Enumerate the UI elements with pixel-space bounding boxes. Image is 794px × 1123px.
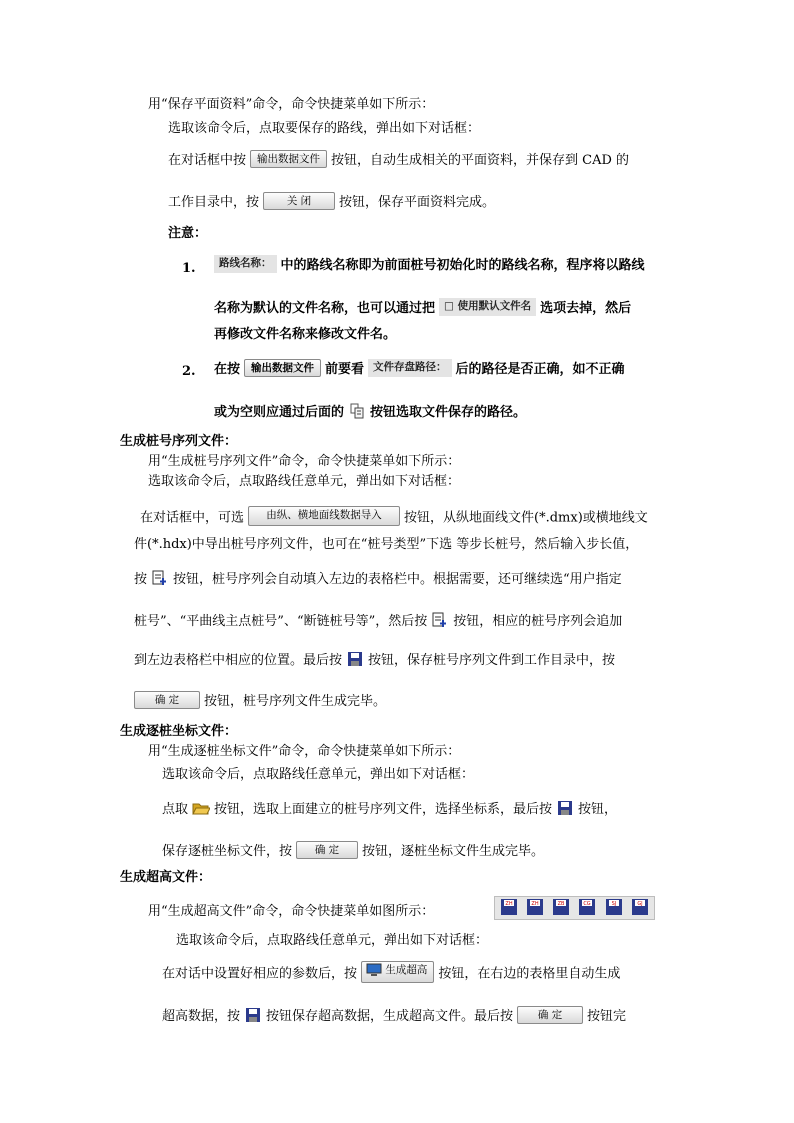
note1-line2: 名称为默认的文件名称，也可以通过把 □ 使用默认文件名 选项去掉，然后 xyxy=(214,299,632,316)
save-disk-icon[interactable] xyxy=(244,1006,262,1024)
ss-line3: 在对话框中，可选 由纵、横地面线数据导入 按钮，从纵地面线文件(*.dmx)或横地线文 xyxy=(140,508,648,529)
ss-line8: 确 定 按钮，桩号序列文件生成完毕。 xyxy=(134,692,386,712)
note2-line2: 或为空则应通过后面的 按钮选取文件保存的路径。 xyxy=(214,403,526,423)
sj-disk-icon[interactable] xyxy=(604,898,624,916)
save-disk-icon[interactable] xyxy=(346,650,364,668)
save-disk-icon[interactable] xyxy=(556,799,574,817)
generate-superelevation-button[interactable]: 生成超高 xyxy=(361,961,434,983)
ss-line1: 用“生成桩号序列文件”命令，命令快捷菜单如下所示： xyxy=(148,454,461,469)
note1-line1: 路线名称： 中的路线名称即为前面桩号初始化时的路线名称，程序将以路线 xyxy=(214,256,645,276)
zb-disk-icon[interactable] xyxy=(551,898,571,916)
co-line2: 选取该命令后，点取路线任意单元，弹出如下对话框： xyxy=(162,767,475,782)
ok-button[interactable]: 确 定 xyxy=(134,691,200,709)
su-line2: 选取该命令后，点取路线任意单元，弹出如下对话框： xyxy=(176,933,489,948)
note-title: 注意： xyxy=(168,226,208,241)
ss-line6: 桩号”、“平曲线主点桩号”、“断链桩号等”，然后按 按钮，相应的桩号序列会追加 xyxy=(134,612,622,632)
coord-heading: 生成逐桩坐标文件： xyxy=(120,724,238,739)
su-line4: 超高数据，按 按钮保存超高数据，生成超高文件。最后按 确 定 按钮完 xyxy=(162,1007,626,1027)
su-line3: 在对话中设置好相应的参数后，按 生成超高 按钮，在右边的表格里自动生成 xyxy=(162,963,620,985)
browse-folder-icon[interactable] xyxy=(348,402,366,420)
sp-line2: 选取该命令后，点取要保存的路线，弹出如下对话框： xyxy=(168,121,481,136)
ss-line2: 选取该命令后，点取路线任意单元，弹出如下对话框： xyxy=(148,474,461,489)
svg-text:GJ: GJ xyxy=(637,901,643,907)
ss-line5: 按 按钮，桩号序列会自动填入左边的表格栏中。根据需要，还可继续选“用户指定 xyxy=(134,570,622,590)
zh-disk-icon[interactable] xyxy=(499,898,519,916)
co-line3: 点取 按钮，选取上面建立的桩号序列文件，选择坐标系，最后按 按钮， xyxy=(162,800,617,820)
ok-button[interactable]: 确 定 xyxy=(517,1006,583,1024)
monitor-icon xyxy=(366,963,382,977)
export-data-file-button-ref[interactable]: 输出数据文件 xyxy=(244,359,321,377)
co-line4: 保存逐桩坐标文件，按 确 定 按钮，逐桩坐标文件生成完毕。 xyxy=(162,842,544,862)
append-stake-icon[interactable] xyxy=(431,611,449,629)
sp-line1: 用“保存平面资料”命令，命令快捷菜单如下所示： xyxy=(148,97,435,112)
sp-line4: 工作目录中，按 关 闭 按钮，保存平面资料完成。 xyxy=(168,193,495,213)
use-default-filename-checkbox[interactable]: □ 使用默认文件名 xyxy=(439,298,536,316)
route-name-label: 路线名称： xyxy=(214,255,277,273)
note1-line3: 再修改文件名称来修改文件名。 xyxy=(214,327,397,342)
svg-text:ZH: ZH xyxy=(505,901,513,907)
ok-button[interactable]: 确 定 xyxy=(296,841,358,859)
svg-text:ZH: ZH xyxy=(531,901,539,907)
sp-line3: 在对话框中按 输出数据文件 按钮，自动生成相关的平面资料，并保存到 CAD 的 xyxy=(168,151,629,171)
svg-text:CG: CG xyxy=(583,901,592,907)
open-folder-icon[interactable] xyxy=(192,799,210,817)
ss-line4: 件(*.hdx)中导出桩号序列文件，也可在“桩号类型”下选 等步长桩号，然后输入步长值， xyxy=(134,537,639,552)
save-path-label: 文件存盘路径： xyxy=(368,359,452,377)
svg-text:SJ: SJ xyxy=(611,901,616,907)
close-button[interactable]: 关 闭 xyxy=(263,192,335,210)
gj-disk-icon[interactable] xyxy=(630,898,650,916)
co-line1: 用“生成逐桩坐标文件”命令，命令快捷菜单如下所示： xyxy=(148,744,461,759)
note2-number: 2. xyxy=(182,364,196,379)
note1-number: 1. xyxy=(182,261,196,276)
import-from-ground-line-button[interactable]: 由纵、横地面线数据导入 xyxy=(248,506,400,526)
cg-disk-icon[interactable] xyxy=(577,898,597,916)
superelevation-heading: 生成超高文件： xyxy=(120,870,212,885)
export-data-file-button[interactable]: 输出数据文件 xyxy=(250,150,327,168)
su-line1: 用“生成超高文件”命令，命令快捷菜单如图所示： xyxy=(148,904,435,919)
svg-text:ZB: ZB xyxy=(557,901,565,907)
superelevation-toolbar xyxy=(494,896,655,920)
note2-line1: 在按 输出数据文件 前要看 文件存盘路径： 后的路径是否正确，如不正确 xyxy=(214,360,625,377)
stake-seq-heading: 生成桩号序列文件： xyxy=(120,434,238,449)
ss-line7: 到左边表格栏中相应的位置。最后按 按钮，保存桩号序列文件到工作目录中，按 xyxy=(134,651,615,671)
add-stake-icon[interactable] xyxy=(151,569,169,587)
zh2-disk-icon[interactable] xyxy=(525,898,545,916)
